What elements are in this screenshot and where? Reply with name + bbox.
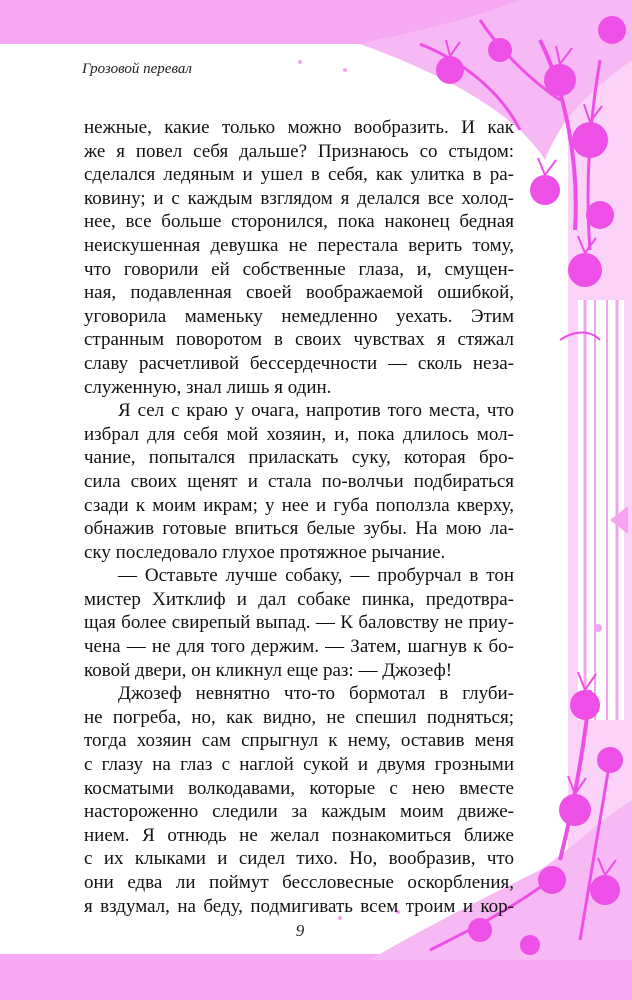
- text-line: сила своих щенят и стала по-волчьи подбираться: [84, 470, 514, 492]
- text-line: ску последовало глухое протяжное рычание.: [84, 541, 446, 563]
- text-line: ная, подавленная своей воображаемой ошибкой,: [84, 282, 514, 304]
- text-line: тогда хозяин сам спрыгнул к нему, оставив меня: [84, 730, 514, 752]
- text-line: что говорили ей собственные глаза, и, смущен-: [84, 258, 514, 280]
- text-line: уговорила маменьку немедленно уехать. Этим: [84, 305, 514, 327]
- body-text: [84, 116, 514, 918]
- text-line: ковой двери, он кликнул еще раз: — Джозеф!: [84, 659, 453, 681]
- text-line: с их клыками и сидел тихо. Но, вообразив, что: [84, 848, 514, 870]
- text-line: неискушенная девушка не перестала верить тому,: [84, 234, 514, 256]
- text-line: — Оставьте лучше собаку, — пробурчал в тон: [118, 565, 514, 587]
- text-line: Джозеф невнятно что-то бормотал в глуби-: [118, 683, 514, 705]
- text-line: славу расчетливой бессердечности — сколь неза-: [84, 352, 514, 374]
- text-line: чена — не для того держим. — Затем, шагнув к бо-: [84, 636, 514, 658]
- text-line: сзади к моим икрам; у нее и губа поползла кверху,: [84, 494, 514, 516]
- text-line: щая более свирепый выпад. — К баловству не приу-: [84, 612, 514, 634]
- text-line: же я повел себя дальше? Признаюсь со стыдом:: [84, 140, 514, 162]
- text-line: они едва ли поймут бессловесные оскорбления,: [84, 872, 514, 893]
- text-line: чание, попытался приласкать суку, которая бро-: [84, 447, 514, 469]
- text-line: служенную, знал лишь я один.: [84, 376, 332, 398]
- text-line: нием. Я отнюдь не желал познакомиться ближе: [84, 824, 514, 846]
- text-line: сделался ледяным и ушел в себя, как улитка в ра-: [84, 164, 514, 186]
- text-line: не погреба, но, как видно, не спешил подняться;: [84, 706, 514, 728]
- page-number: 9: [295, 921, 305, 940]
- text-line: нее, все больше сторонился, пока наконец бедная: [84, 211, 514, 233]
- text-line: Я сел с краю у очага, напротив того места, что: [118, 400, 514, 422]
- text-line: косматыми волкодавами, которые с нею вместе: [84, 777, 514, 799]
- text-line: обнажив готовые впиться белые зубы. На мою ла-: [84, 518, 514, 540]
- text-line: мистер Хитклиф и дал собаке пинка, предотвра-: [84, 588, 514, 610]
- text-line: с глазу на глаз с наглой сукой и двумя грозными: [84, 754, 514, 776]
- text-line: я вздумал, на беду, подмигивать всем троим и кор-: [84, 895, 514, 917]
- text-line: странным поворотом в своих чувствах я стяжал: [84, 329, 514, 351]
- running-head: Грозовой перевал: [82, 61, 192, 77]
- text-line: настороженно следили за каждым моим движе-: [84, 801, 514, 823]
- text-line: избрал для себя мой хозяин, и, пока длилось мол-: [84, 423, 514, 445]
- text-line: ковину; и с каждым взглядом я делался все холод-: [84, 187, 514, 209]
- text-line: нежные, какие только можно вообразить. И как: [84, 117, 514, 138]
